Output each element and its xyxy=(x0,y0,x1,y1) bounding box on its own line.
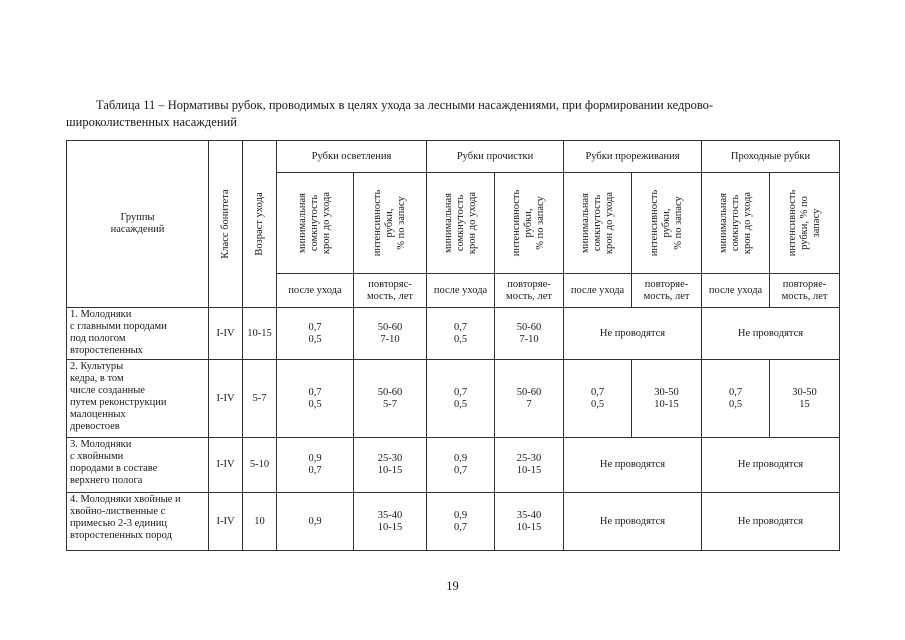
table-row xyxy=(67,438,840,493)
subheader-after: после ухода xyxy=(277,274,354,308)
caption-line-2: широколиственных насаждений xyxy=(66,115,237,129)
value-cell: 0,9 0,7 xyxy=(427,438,495,493)
subheader-intensity: интенсивность рубки, % по запасу xyxy=(354,173,427,274)
header-groups: Группы насаждений xyxy=(67,141,209,308)
header-prochistki: Рубки прочистки xyxy=(427,141,564,173)
header-age: Возраст ухода xyxy=(243,141,277,308)
age-cell: 5-7 xyxy=(243,360,277,438)
age-cell: 5-10 xyxy=(243,438,277,493)
class-cell: I-IV xyxy=(209,360,243,438)
table-row xyxy=(67,308,840,360)
subheader-intensity: интенсивность рубки, % по запасу xyxy=(495,173,564,274)
age-cell: 10-15 xyxy=(243,308,277,360)
value-cell: 30-50 15 xyxy=(770,360,840,438)
not-conducted-cell: Не проводятся xyxy=(702,493,840,551)
subheader-after: после ухода xyxy=(702,274,770,308)
page-number: 19 xyxy=(446,579,459,593)
header-prokhodnye: Проходные рубки xyxy=(702,141,840,173)
table-row xyxy=(67,493,840,551)
table-caption xyxy=(66,97,826,131)
not-conducted-cell: Не проводятся xyxy=(702,438,840,493)
group-cell: 4. Молодняки хвойные и хвойно-лиственные с примесью 2-3 единиц второстепенных пород xyxy=(67,493,209,551)
subheader-density: минимальная сомкнутость крон до ухода xyxy=(564,173,632,274)
not-conducted-cell: Не проводятся xyxy=(564,308,702,360)
class-cell: I-IV xyxy=(209,308,243,360)
table-row xyxy=(67,360,840,438)
header-class: Класс бонитета xyxy=(209,141,243,308)
value-cell: 50-60 7 xyxy=(495,360,564,438)
value-cell: 50-60 5-7 xyxy=(354,360,427,438)
value-cell: 35-40 10-15 xyxy=(354,493,427,551)
not-conducted-cell: Не проводятся xyxy=(564,493,702,551)
subheader-repeat: повторяе- мость, лет xyxy=(770,274,840,308)
value-cell: 0,7 0,5 xyxy=(427,360,495,438)
value-cell: 0,7 0,5 xyxy=(277,360,354,438)
value-cell: 0,7 0,5 xyxy=(277,308,354,360)
subheader-repeat: повторяе- мость, лет xyxy=(495,274,564,308)
header-osvetleniya: Рубки осветления xyxy=(277,141,427,173)
value-cell: 0,9 0,7 xyxy=(277,438,354,493)
subheader-density: минимальная сомкнутость крон до ухода xyxy=(702,173,770,274)
group-cell: 2. Культуры кедра, в том числе созданные путем реконструкции малоценных древостоев xyxy=(67,360,209,438)
caption-line-1: Таблица 11 – Нормативы рубок, проводимых в целях ухода за лесными насаждениями, при формировании кедрово- xyxy=(96,98,714,112)
value-cell: 50-60 7-10 xyxy=(495,308,564,360)
subheader-density: минимальная сомкнутость крон до ухода xyxy=(277,173,354,274)
subheader-repeat: повторяе- мость, лет xyxy=(632,274,702,308)
value-cell: 25-30 10-15 xyxy=(354,438,427,493)
class-cell: I-IV xyxy=(209,493,243,551)
value-cell: 0,7 0,5 xyxy=(564,360,632,438)
subheader-density: минимальная сомкнутость крон до ухода xyxy=(427,173,495,274)
value-cell: 0,7 0,5 xyxy=(427,308,495,360)
class-cell: I-IV xyxy=(209,438,243,493)
subheader-after: после ухода xyxy=(564,274,632,308)
value-cell: 50-60 7-10 xyxy=(354,308,427,360)
not-conducted-cell: Не проводятся xyxy=(702,308,840,360)
header-prorezhivaniya: Рубки прореживания xyxy=(564,141,702,173)
value-cell: 35-40 10-15 xyxy=(495,493,564,551)
value-cell: 0,7 0,5 xyxy=(702,360,770,438)
value-cell: 30-50 10-15 xyxy=(632,360,702,438)
subheader-intensity: интенсивность рубки, % по запасу xyxy=(770,173,840,274)
group-cell: 1. Молодняки с главными породами под пологом второстепенных xyxy=(67,308,209,360)
value-cell: 0,9 xyxy=(277,493,354,551)
group-cell: 3. Молодняки с хвойными породами в составе верхнего полога xyxy=(67,438,209,493)
age-cell: 10 xyxy=(243,493,277,551)
value-cell: 25-30 10-15 xyxy=(495,438,564,493)
subheader-after: после ухода xyxy=(427,274,495,308)
norms-table xyxy=(66,140,840,551)
subheader-repeat: повторяс- мость, лет xyxy=(354,274,427,308)
not-conducted-cell: Не проводятся xyxy=(564,438,702,493)
value-cell: 0,9 0,7 xyxy=(427,493,495,551)
subheader-intensity: интенсивность рубки, % по запасу xyxy=(632,173,702,274)
